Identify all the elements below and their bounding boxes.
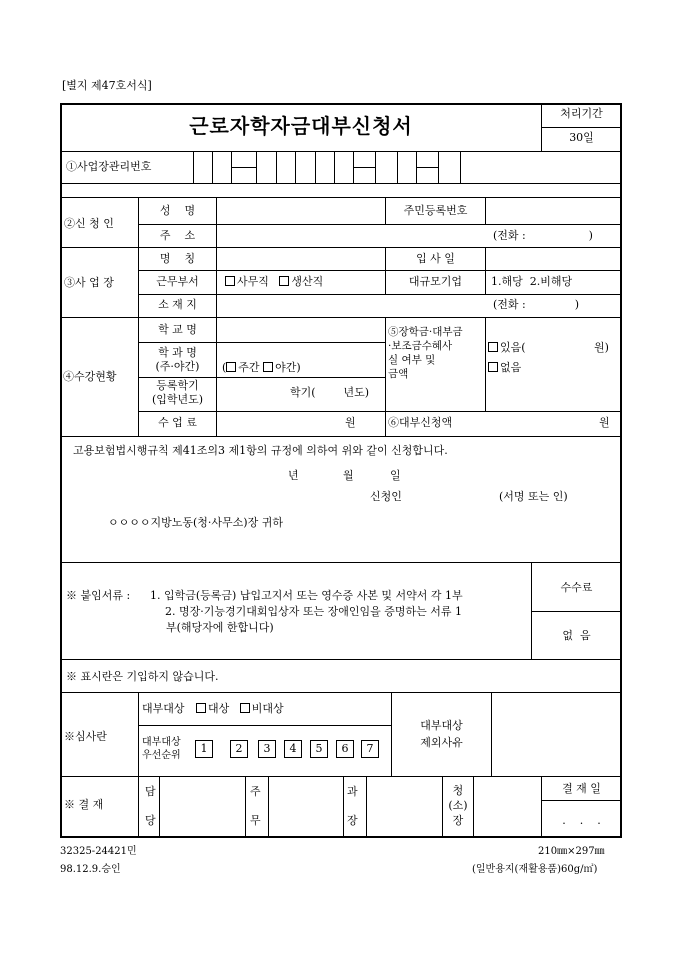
applicant-rrn-field[interactable] [486,199,620,223]
priority-box-3[interactable]: 3 [258,740,276,758]
workplace-name-label: 명 칭 [159,252,196,265]
approval-dam-2: 당 [145,814,156,827]
priority-box-7[interactable]: 7 [361,740,379,758]
approval-dam-1: 담 [145,785,156,798]
exclusion-label-1: 대부대상 [420,719,463,732]
tuition-won: 원 [345,416,356,429]
loan-amount-won: 원 [599,416,610,429]
location-field[interactable] [217,295,487,317]
scholarship-no [488,362,521,375]
workplace-name-field[interactable] [217,249,384,270]
large-company-label: 대규모기업 [408,275,463,288]
priority-box-6[interactable]: 6 [336,740,354,758]
target-no-checkbox[interactable] [240,703,250,713]
review-target-options [196,703,284,716]
decl-applicant: 신청인 [370,490,402,503]
study-section: ④수강현황 [63,370,117,383]
processing-value: 30일 [569,131,594,144]
decl-year: 년 [288,469,299,482]
approval-label: ※ 결 재 [64,798,104,811]
priority-box-2[interactable]: 2 [230,740,248,758]
dept-label: 근무부서 [156,275,199,288]
fee-label: 수수료 [560,581,593,594]
tuition-label: 수 업 료 [158,416,197,429]
workplace-section: ③사 업 장 [64,276,114,289]
processing-label: 처리기간 [560,107,603,120]
approval-cheong-1: 청 [452,784,464,797]
school-field[interactable] [217,319,384,341]
frame-bottom [60,836,622,838]
note-text: ※ 표시란은 기입하지 않습니다. [66,670,219,683]
applicant-address-field[interactable] [217,225,487,247]
frame-top [60,103,622,105]
priority-label-1: 대부대상 [142,737,181,748]
semester-label-2: (입학년도) [151,393,204,406]
frame-left [60,103,62,838]
approval-cheong-2: (소) [448,799,468,812]
applicant-name-label: 성 명 [159,204,196,217]
footer-approved: 98.12.9.승인 [60,864,121,875]
target-yes-label: 대상 [208,702,230,715]
office-checkbox[interactable] [225,276,235,286]
yes-checkbox[interactable] [488,342,498,352]
scholarship-yes [488,342,526,355]
form-label: [별지 제47호서식] [62,79,152,92]
decl-month: 월 [343,469,354,482]
priority-label-2: 우선순위 [142,750,181,761]
no-label: 없음 [500,361,522,374]
priority-box-1[interactable]: 1 [195,740,213,758]
applicant-phone: (전화 : ) [493,229,593,242]
large-company-options[interactable]: 1.해당 2.비해당 [491,275,573,288]
production-checkbox[interactable] [279,276,289,286]
approval-ju-1: 주 [250,785,261,798]
major-label-2: (주·야간) [155,360,200,373]
approval-date-label: 결 재 일 [562,782,601,795]
night-checkbox[interactable] [263,362,273,372]
day-checkbox[interactable] [226,362,236,372]
exclusion-reason-field[interactable] [492,694,620,776]
fee-value: 없 음 [562,629,591,642]
scholarship-label-4: 금액 [388,368,409,380]
decl-day: 일 [390,469,401,482]
scholarship-label-1: ⑤장학금·대부금 [388,326,463,338]
yes-label: 있음( [500,341,526,354]
location-label: 소 재 지 [158,298,197,311]
no-checkbox[interactable] [488,362,498,372]
scholarship-label-3: 실 여부 및 [388,354,436,366]
biz-mgmt-no-label: ①사업장관리번호 [66,160,152,173]
priority-box-4[interactable]: 4 [284,740,302,758]
loan-amount-label: ⑥대부신청액 [388,416,453,429]
footer-paper: (일반용지(재활용품)60g/㎡) [472,864,598,875]
attachments-label: ※ 붙임서류 : [66,589,131,602]
day-night-options: ( 주간 야간) [222,361,301,374]
scholarship-label-2: ·보조금수혜사 [388,340,453,352]
applicant-section: ②신 청 인 [64,217,114,230]
footer-code: 32325-24421민 [60,846,137,857]
approval-date-value[interactable]: . . . [562,814,601,827]
decl-sign: (서명 또는 인) [499,490,568,503]
frame-right [620,103,622,838]
hire-date-label: 입 사 일 [416,252,455,265]
scholarship-yes-unit: 원) [594,341,609,354]
review-target-label: 대부대상 [142,702,185,715]
exclusion-label-2: 제외사유 [420,736,463,749]
applicant-name-field[interactable] [217,199,384,223]
production-label: 생산직 [291,275,324,288]
major-label-1: 학 과 명 [158,346,197,359]
attachment-item-2b: 부(해당자에 한합니다) [166,621,274,634]
school-label: 학 교 명 [158,323,197,336]
approval-gwa-1: 과 [347,785,358,798]
office-label: 사무직 [237,275,269,288]
hire-date-field[interactable] [486,249,620,270]
form-title: 근로자학자금대부신청서 [189,114,413,138]
applicant-address-label: 주 소 [159,229,196,242]
dept-options [225,276,323,289]
attachment-item-2a: 2. 명장·기능경기대회입상자 또는 장애인임을 증명하는 서류 1 [165,605,462,618]
night-label: 야간 [275,361,297,374]
day-label: 주간 [238,361,260,374]
declaration-text: 고용보험법시행규칙 제41조의3 제1항의 규정에 의하여 위와 같이 신청합니다. [73,444,448,457]
approval-gwa-2: 장 [347,814,358,827]
review-label: ※심사란 [64,730,107,743]
attachment-item-1: 1. 입학금(등록금) 납입고지서 또는 영수증 사본 및 서약서 각 1부 [150,589,463,602]
target-yes-checkbox[interactable] [196,703,206,713]
priority-box-5[interactable]: 5 [310,740,328,758]
approval-ju-2: 무 [250,814,261,827]
footer-size: 210㎜×297㎜ [538,846,605,857]
target-no-label: 비대상 [251,702,284,715]
approval-cheong-3: 장 [452,814,464,827]
decl-addressee: ㅇㅇㅇㅇ지방노동(청·사무소)장 귀하 [108,516,283,529]
semester-value[interactable]: 학기( 년도) [290,386,370,399]
workplace-phone: (전화 : ) [493,298,579,311]
semester-label-1: 등록학기 [156,379,199,392]
applicant-rrn-label: 주민등록번호 [403,204,468,217]
